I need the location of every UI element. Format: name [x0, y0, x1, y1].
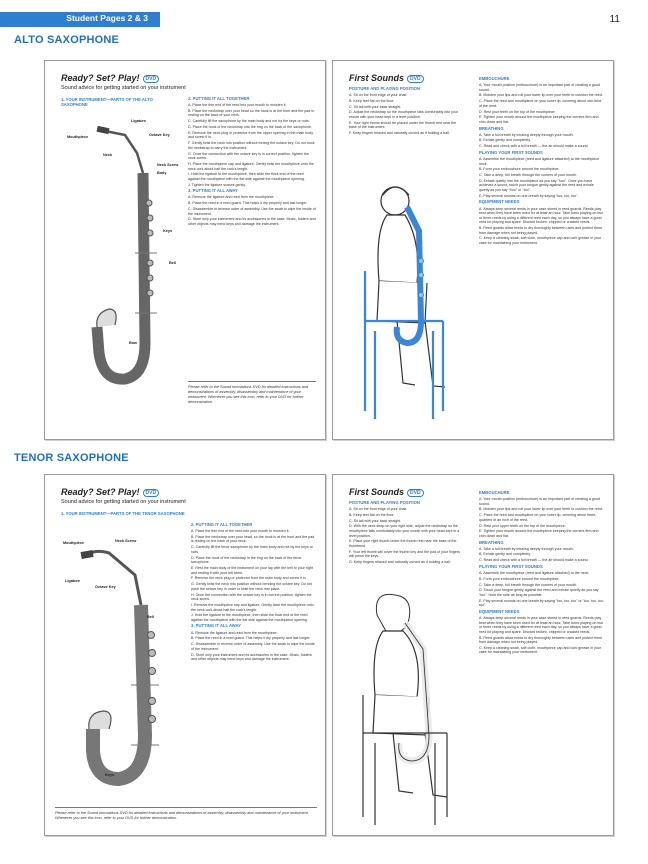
alto-ready-set-play-page	[44, 60, 326, 440]
part-label-neck: Neck	[103, 153, 113, 157]
instruction-line: B. Reed guards allow reeds to dry thoroughly between uses and protect them from damage when not being played.	[479, 226, 603, 235]
instruction-line: E. Your right thumb should be placed under the thumb rest near the base of the instrument.	[349, 120, 457, 130]
instruction-line: E. Tighten your mouth around the mouthpiece keeping the corners firm and chin down and flat.	[479, 115, 599, 124]
instruction-line: B. Moisten your lips and roll your lower lip over your teeth to cushion the reed.	[479, 507, 603, 512]
instruction-line: D. Place the hook of the neckstrap into the ring on the back of the saxophone.	[188, 125, 312, 130]
instruction-line: A. Always keep several reeds in your case stored in reed guards. Reeds play best when they have been used for at least an hour. Take turns playing on two or three reeds by using a different reed each day, so you always have a good reed for playing and spare. Discard broken, chipped or cracked reeds.	[479, 206, 603, 225]
instruction-line: C. Sit tall with your back straight.	[349, 104, 402, 109]
instruction-line: A. Take a full breath by inhaling deeply through your mouth.	[479, 132, 574, 137]
instruction-line: D. Rest your upper teeth on the top of the mouthpiece.	[479, 523, 566, 528]
instruction-line: F. Your left thumb will cover the thumb key and the pad of your fingers will press the keys.	[349, 549, 460, 559]
page-subtitle: Sound advice for getting started on your instrument	[61, 85, 186, 91]
posture-heading: POSTURE AND PLAYING POSITION	[349, 86, 420, 91]
instruction-line: D. Touch your tongue gently against the reed and exhale quietly as you say "too". Hold the note as long as possible.	[479, 588, 599, 597]
dvd-icon: DVD	[143, 489, 160, 497]
playing-instructions	[479, 75, 603, 247]
instruction-line: G. Keep fingers relaxed and naturally curved as if holding a ball.	[349, 560, 451, 565]
instruction-line: B. Keep feet flat on the floor.	[349, 512, 395, 517]
instruction-line: C. Disassemble in reverse order of assembly. Use the swab to wipe the inside of the instrument.	[191, 642, 315, 651]
instruction-line: B. Place the neckstrap over your head so the hook is at the front and the pad is resting on the back of your neck.	[188, 108, 314, 118]
part-label-bow: Bow	[129, 341, 138, 345]
part-label-ligature: Ligature	[131, 119, 146, 123]
part-label-bell: Bell	[169, 261, 176, 265]
instruction-line: B. Form your embouchure around the mouthpiece.	[479, 576, 560, 581]
instruction-line: A. Assemble the mouthpiece (reed and ligature attached) to the mouthpiece neck.	[479, 156, 600, 166]
assembly-instructions	[191, 521, 317, 663]
page-title	[61, 487, 159, 497]
dvd-icon: DVD	[407, 489, 424, 497]
page-title-text: Ready? Set? Play!	[61, 73, 140, 83]
instruction-line: A. Remove the ligature and reed from the mouthpiece.	[188, 195, 275, 200]
dvd-footnote: Please refer to the Sound Innovations DVD for detailed instructions and demonstrations of assembly, disassembly and maintenance of your instrument. Whenever you see this icon, refer to your DVD for further demonstration.	[55, 811, 309, 820]
instruction-line: D. Place the hook of the neckstrap in the ring on the back of the tenor saxophone.	[191, 555, 302, 565]
instruction-line: C. Sit tall with your back straight.	[349, 518, 402, 523]
instruction-line: E. Play several sounds on one breath by saying "too, too, too".	[479, 193, 579, 198]
assembly-instructions	[188, 95, 316, 228]
instruction-line: E. Remove the neck plug or protector from the upper opening in the main body and screw it in.	[188, 130, 314, 140]
assembly-heading: 2. PUTTING IT ALL TOGETHER	[188, 96, 250, 101]
parts-heading: 1. YOUR INSTRUMENT—PARTS OF THE ALTO SAXOPHONE	[61, 97, 153, 107]
seated-player-illustration	[347, 171, 467, 426]
instruction-line: G. Once the connection with the octave key is in correct position, tighten the neck screw.	[188, 151, 309, 161]
part-label-octave-key: Octave Key	[149, 133, 170, 137]
instruction-line: B. Place the neckstrap over your head, so the hook is at the front and the pad is resting on the back of your neck.	[191, 534, 315, 544]
student-pages-tab	[0, 12, 160, 27]
instruction-line: A. Always keep several reeds in your case stored in reed guards. Reeds play best when they have been used for at least an hour. Take turns playing on two or three reeds by using a different reed each day, so you always have a good reed for playing and spare. Discard broken, chipped or cracked reeds.	[479, 615, 603, 634]
part-label-keys: Keys	[163, 229, 173, 233]
instruction-line: E. Tighten your mouth around the mouthpiece keeping the corners firm and chin down and flat.	[479, 529, 599, 538]
instruction-line: F. Gently twist the neck into position without forcing the octave key. Do not hook the neckstrap to carry the instrument.	[188, 141, 315, 150]
breathing-heading: BREATHING	[479, 125, 504, 131]
student-pages-label: Student Pages 2 & 3	[66, 13, 148, 23]
alto-saxophone-illustration	[85, 113, 180, 403]
instruction-line: D. Store only your instrument and its accessories in the case. Music, folders and other objects may bend keys and damage the instrument.	[188, 217, 316, 226]
equipment-heading: EQUIPMENT NEEDS	[479, 199, 520, 205]
part-label-keys: Keys	[105, 773, 115, 777]
instruction-line: D. Store only your instrument and its accessories in the case. Music, folders and other objects may bend keys and damage the instrument.	[191, 652, 312, 662]
posture-instructions	[349, 85, 463, 137]
instruction-line: D. Adjust the neckstrap so the mouthpiece falls comfortably into your mouth with your head kept in a level position.	[349, 110, 459, 120]
tenor-saxophone-illustration	[75, 525, 185, 795]
instruction-line: H. Once the connection with the octave key is in correct position, tighten the neck screw.	[191, 592, 312, 602]
instruction-line: B. Reed guards allow reeds to dry thoroughly between uses and protect them from damage when not being played.	[479, 635, 603, 645]
alto-spread	[44, 60, 616, 440]
first-sounds-heading: PLAYING YOUR FIRST SOUNDS	[479, 563, 543, 569]
instruction-line: D. With the neck strap on your right side, adjust the neckstrap so the mouthpiece falls comfortably into your mouth with your head kept in a level position.	[349, 524, 460, 538]
instruction-line: A. Place the thin end of the reed into your mouth to moisten it.	[191, 529, 290, 534]
instruction-line: A. Sit on the front edge of your chair.	[349, 93, 408, 98]
page-title	[349, 73, 424, 83]
dvd-footnote: Please refer to the Sound Innovations DVD for detailed instructions and demonstrations of assembly, disassembly and maintenance of your instrument. Whenever you see this icon, refer to your DVD for further demonstration.	[188, 385, 309, 404]
page-title	[349, 487, 424, 497]
instruction-line: E. Rest the main body of the instrument on your lap with the bell to your right and resting it with your left hand.	[191, 566, 313, 575]
tenor-ready-set-play-page	[44, 474, 326, 836]
instruction-line: I. Remove the mouthpiece cap and ligature. Gently twist the mouthpiece onto the neck cork about half the cork's length.	[191, 602, 314, 612]
part-label-neck-screw: Neck Screw	[115, 539, 137, 543]
instruction-line: E. Place your right thumb under the thumb rest near the base of the thumbrest.	[349, 539, 457, 548]
instruction-line: B. Place the reed in a reed guard. This helps it dry properly and last longer.	[188, 201, 308, 206]
page-number: 11	[609, 14, 620, 25]
part-label-octave-key: Octave Key	[95, 585, 116, 589]
instruction-line: C. Take a deep, full breath through the corners of your mouth.	[479, 173, 578, 178]
instruction-line: B. Place the reed in a reed guard. This helps it dry properly and last longer.	[191, 636, 311, 641]
instruction-line: J. Tighten the ligature screws gently.	[188, 182, 246, 187]
part-label-bell: Bell	[147, 615, 154, 619]
instruction-line: F. Keep fingers relaxed and naturally curved as if holding a ball.	[349, 131, 450, 136]
instruction-line: J. Hold the ligature to the mouthpiece, then slide the thick end of the reed against the mouthpiece with the flat side against the mouthpiece opening.	[191, 613, 308, 622]
instruction-line: A. Your mouth position (embouchure) is an important part of creating a good sound.	[479, 83, 600, 92]
instruction-line: C. Disassemble in reverse order of assembly. Use the swab to wipe the inside of the instrument.	[188, 206, 316, 216]
page-title-text: First Sounds	[349, 73, 405, 83]
part-label-mouthpiece: Mouthpiece	[67, 135, 89, 139]
alto-section-title: ALTO SAXOPHONE	[14, 34, 120, 46]
equipment-heading: EQUIPMENT NEEDS	[479, 608, 520, 614]
breathing-heading: BREATHING	[479, 539, 504, 545]
instruction-line: A. Remove the ligature and reed from the mouthpiece.	[191, 630, 278, 635]
dvd-icon: DVD	[143, 75, 160, 83]
instruction-line: G. Gently twist the neck into position without bending the octave key. Do not push the octave key in order to twist the neck into place.	[191, 582, 312, 591]
tenor-spread	[44, 474, 616, 836]
instruction-line: B. Form your embouchure around the mouthpiece.	[479, 167, 560, 172]
instruction-line: C. Carefully lift the tenor saxophone by the main body and not by the keys or rods.	[191, 545, 313, 554]
instruction-line: A. Your mouth position (embouchure) is an important part of creating a good sound.	[479, 497, 600, 506]
instruction-line: C. Keep a cleaning swab, soft cloth, mouthpiece cap and cork grease in your case for maintaining your instrument.	[479, 236, 602, 246]
tenor-first-sounds-page	[332, 474, 614, 836]
part-label-ligature: Ligature	[65, 579, 80, 583]
embouchure-heading: EMBOUCHURE	[479, 76, 510, 81]
instruction-line: A. Place the thin end of the reed into your mouth to moisten it.	[188, 103, 287, 108]
first-sounds-heading: PLAYING YOUR FIRST SOUNDS	[479, 149, 543, 155]
instruction-line: F. Remove the neck plug or protector from the main body and screw it in.	[191, 576, 307, 581]
page-subtitle: Sound advice for getting started on your instrument	[61, 499, 186, 505]
instruction-line: C. Place the reed and mouthpiece on your lower lip, covering about three-quarters of an inch of the reed.	[479, 513, 597, 522]
instruction-line: C. Keep a cleaning swab, soft cloth, mouthpiece cap and cork grease in your case for maintaining your instrument.	[479, 645, 602, 655]
instruction-line: B. Exhale gently and completely.	[479, 552, 531, 557]
instruction-line: B. Exhale gently and completely.	[479, 138, 531, 143]
page-title-text: First Sounds	[349, 487, 405, 497]
instruction-line: D. Rest your teeth on the top of the mouthpiece.	[479, 109, 556, 114]
put-away-heading: 3. PUTTING IT ALL AWAY	[188, 188, 238, 194]
footnote-rule	[188, 381, 316, 382]
instruction-line: C. Carefully lift the saxophone by the main body and not by the keys or rods.	[188, 119, 310, 124]
posture-instructions	[349, 499, 465, 566]
part-label-neck-screw: Neck Screw	[157, 163, 179, 167]
instruction-line: C. Read and check with a full breath — the air should make a sound.	[479, 144, 589, 149]
instruction-line: D. Exhale quietly into the mouthpiece as you say "hoo". Once you have achieved a sound, touch your tongue gently against the reed and exhale quietly as you say "hoo" or "too".	[479, 178, 594, 193]
assembly-heading: 2. PUTTING IT ALL TOGETHER	[191, 522, 253, 527]
instruction-line: B. Moisten your lips and roll your lower lip over your teeth to cushion the reed.	[479, 93, 603, 98]
footnote-rule	[55, 807, 317, 808]
instruction-line: A. Take a full breath by inhaling deeply through your mouth.	[479, 546, 574, 551]
instruction-line: C. Place the reed and mouthpiece on your lower lip, covering about one-third of the reed.	[479, 99, 602, 108]
part-label-body: Body	[157, 171, 167, 175]
instruction-line: H. Place the mouthpiece cap and ligature. Gently twist the mouthpiece onto the neck cork about half the cork's length.	[188, 161, 314, 171]
page-title	[61, 73, 159, 83]
embouchure-heading: EMBOUCHURE	[479, 490, 510, 495]
part-label-mouthpiece: Mouthpiece	[63, 541, 85, 545]
instruction-line: E. Play several sounds on one breath by saying "too, too, too" or "too, too, too, too".	[479, 598, 604, 608]
dvd-icon: DVD	[407, 75, 424, 83]
alto-first-sounds-page	[332, 60, 614, 440]
parts-heading: 1. YOUR INSTRUMENT—PARTS OF THE TENOR SAXOPHONE	[61, 511, 185, 516]
instruction-line: C. Take a deep, full breath through the corners of your mouth.	[479, 582, 578, 587]
instruction-line: C. Read and check with a full breath — the air should make a sound.	[479, 558, 589, 563]
instruction-line: A. Sit on the front edge of your chair.	[349, 507, 408, 512]
seated-player-illustration	[347, 585, 471, 830]
put-away-heading: 3. PUTTING IT ALL AWAY	[191, 623, 241, 629]
playing-instructions	[479, 489, 605, 656]
instruction-line: A. Assemble the mouthpiece (reed and ligature attached) to the neck.	[479, 570, 590, 575]
instruction-line: I. Hold the ligature to the mouthpiece, then slide the thick end of the reed against the mouthpiece with the flat side against the mouthpiece opening.	[188, 172, 305, 181]
page-title-text: Ready? Set? Play!	[61, 487, 140, 497]
instruction-line: B. Keep feet flat on the floor.	[349, 98, 395, 103]
posture-heading: POSTURE AND PLAYING POSITION	[349, 500, 420, 505]
tenor-section-title: TENOR SAXOPHONE	[14, 452, 129, 464]
